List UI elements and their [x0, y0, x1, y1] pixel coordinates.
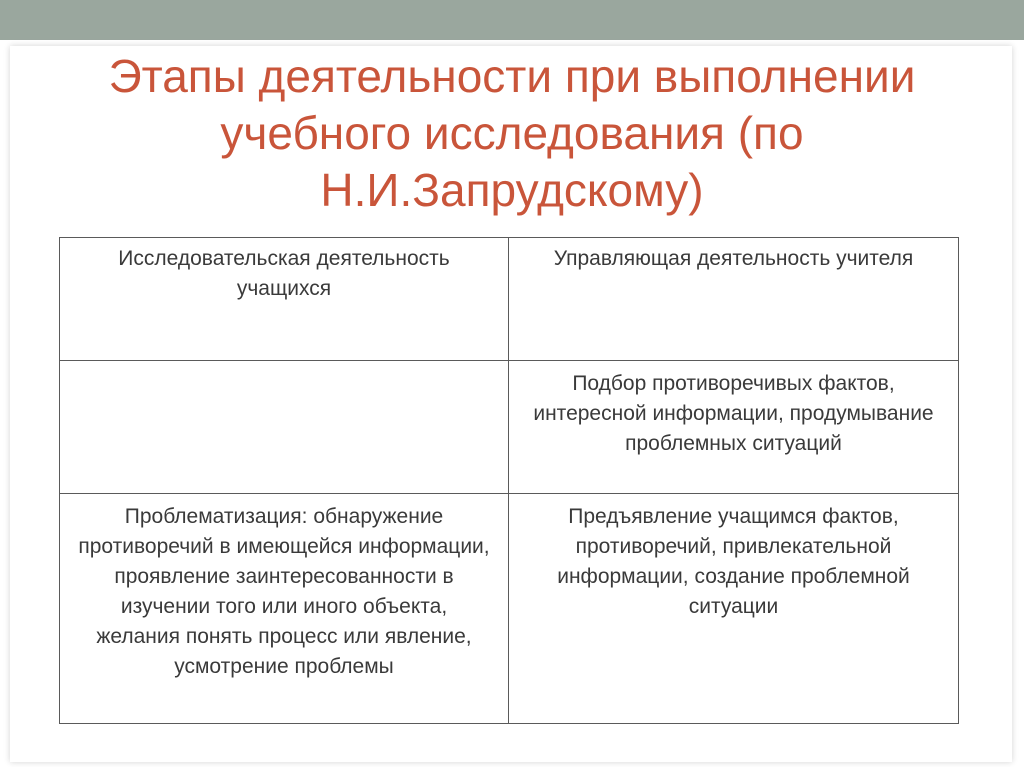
header-student-activity: Исследовательская деятельность учащихся	[60, 238, 509, 361]
header-teacher-activity: Управляющая деятельность учителя	[509, 238, 959, 361]
cell-student-activity: Проблематизация: обнаружение противоречий в имеющейся информации, проявление заинтересованности в изучении того или иного объекта, желания понять процесс или явление, усмотрение проблемы	[60, 494, 509, 724]
cell-student-activity	[60, 361, 509, 494]
slide-title: Этапы деятельности при выполнении учебного исследования (по Н.И.Запрудскому)	[108, 50, 916, 216]
cell-teacher-activity: Подбор противоречивых фактов, интересной информации, продумывание проблемных ситуаций	[509, 361, 959, 494]
cell-teacher-activity: Предъявление учащимся фактов, противоречий, привлекательной информации, создание проблемной ситуации	[509, 494, 959, 724]
table-row	[60, 361, 959, 494]
table-row	[60, 494, 959, 724]
table-header-row	[60, 238, 959, 361]
top-accent-bar	[0, 0, 1024, 40]
stages-table	[59, 237, 959, 724]
